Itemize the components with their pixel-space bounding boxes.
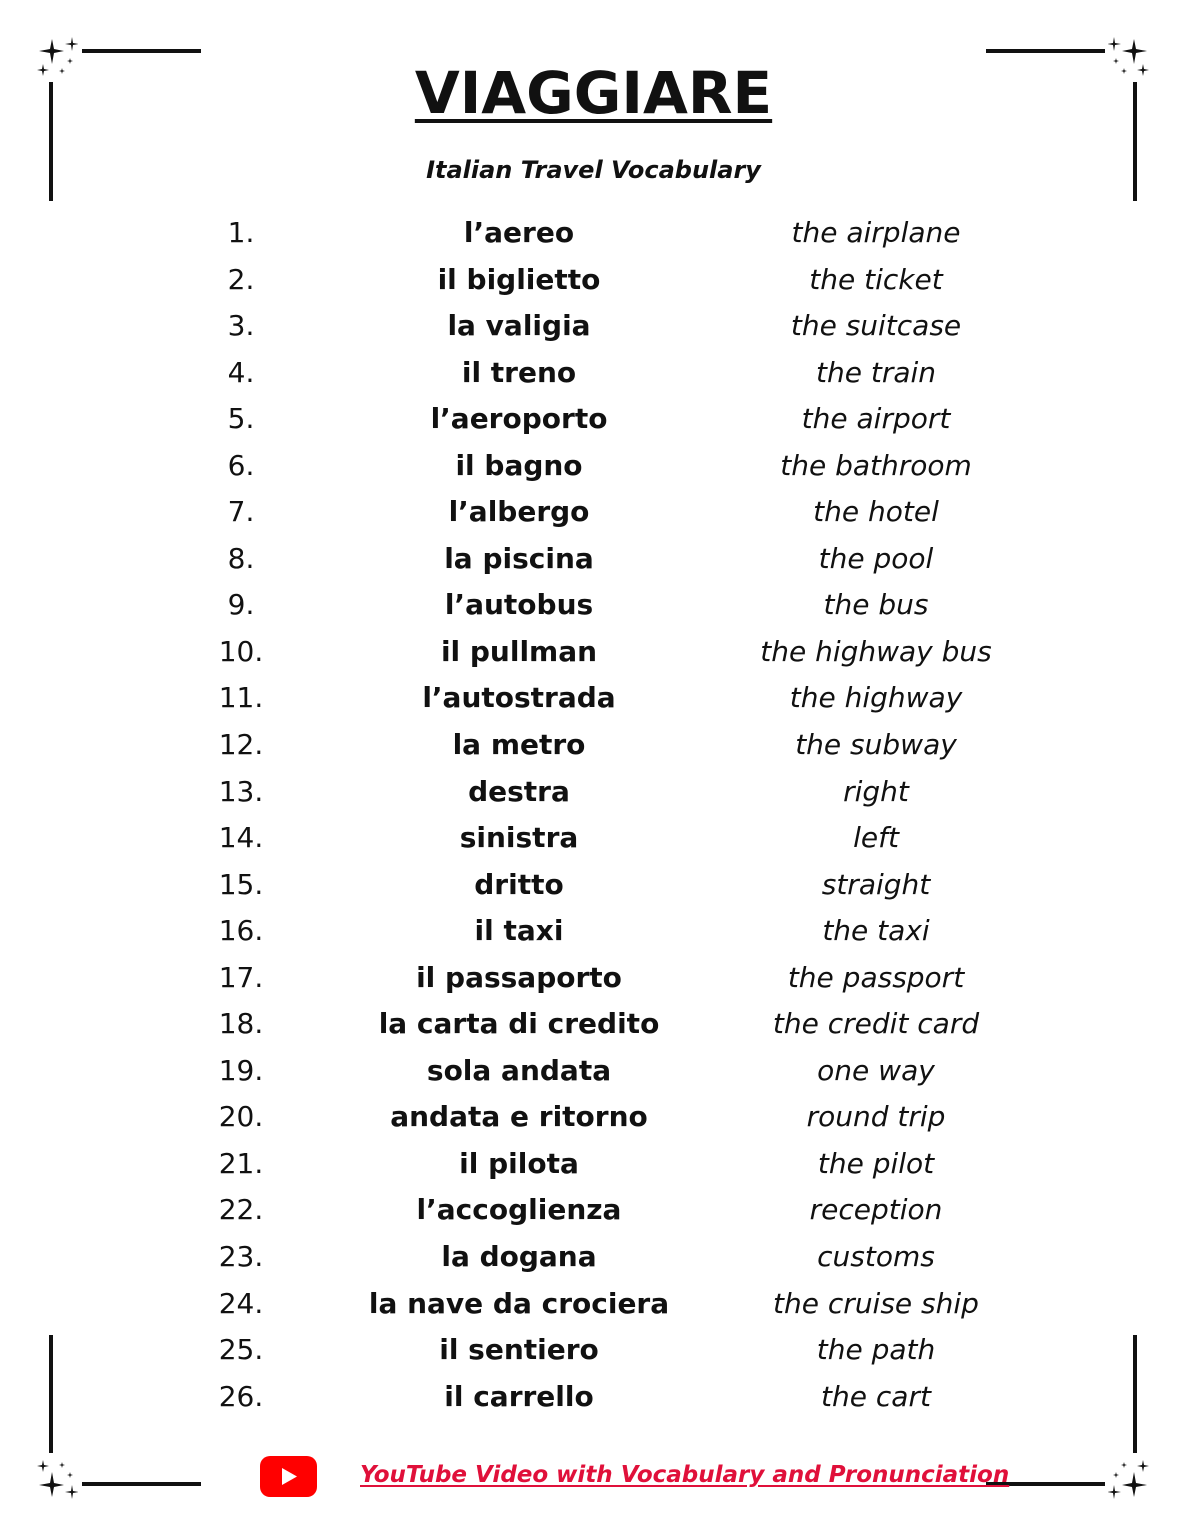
vocab-number: 26. [218, 1379, 264, 1413]
vocab-english: the subway [795, 728, 957, 762]
vocab-english: the cruise ship [773, 1286, 979, 1320]
vocab-row [0, 1374, 1187, 1421]
vocab-english: the airport [801, 402, 951, 436]
vocab-number: 9. [227, 588, 255, 622]
vocab-english: the hotel [813, 495, 939, 529]
vocab-row [0, 536, 1187, 583]
vocab-number: 18. [218, 1007, 264, 1041]
vocab-row [0, 303, 1187, 350]
vocab-english: the airplane [791, 216, 961, 249]
vocab-number: 11. [218, 681, 264, 715]
vocab-number: 22. [218, 1193, 264, 1227]
vocab-italian: la nave da crociera [368, 1286, 670, 1320]
vocab-row [0, 1141, 1187, 1188]
vocab-italian: andata e ritorno [390, 1100, 648, 1134]
vocab-row [0, 955, 1187, 1002]
vocab-italian: la piscina [444, 541, 594, 575]
vocab-number: 20. [218, 1100, 264, 1134]
vocab-italian: il taxi [474, 914, 564, 948]
vocab-italian: l’autobus [444, 588, 594, 622]
vocab-italian: sola andata [426, 1053, 612, 1087]
vocab-english: the bathroom [780, 448, 972, 482]
vocab-italian: l’accoglienza [416, 1193, 622, 1227]
page-title [0, 58, 1187, 128]
vocab-number: 6. [227, 448, 255, 482]
frame-bottom-left-horizontal [82, 1482, 201, 1486]
vocab-english: the highway [789, 681, 963, 715]
vocab-number: 16. [218, 914, 264, 948]
vocab-english: the pilot [817, 1146, 935, 1180]
vocab-row [0, 769, 1187, 816]
vocab-english: reception [809, 1193, 943, 1227]
vocab-english: the pool [818, 541, 934, 575]
vocab-row [0, 675, 1187, 722]
vocab-row [0, 722, 1187, 769]
vocab-italian: l’albergo [448, 495, 590, 529]
vocab-number: 14. [218, 821, 264, 855]
vocab-italian: dritto [474, 867, 564, 901]
vocab-number: 21. [218, 1146, 264, 1180]
vocab-row [0, 489, 1187, 536]
vocab-italian: sinistra [459, 821, 579, 855]
vocab-row [0, 1094, 1187, 1141]
vocab-row [0, 210, 1187, 257]
vocab-row [0, 257, 1187, 304]
vocab-row [0, 908, 1187, 955]
vocab-row [0, 629, 1187, 676]
vocab-number: 25. [218, 1333, 264, 1367]
vocab-english: the cart [821, 1379, 931, 1413]
vocab-number: 19. [218, 1053, 264, 1087]
vocab-italian: l’aereo [463, 216, 575, 249]
vocab-english: one way [817, 1053, 935, 1087]
vocab-italian: la valigia [447, 309, 591, 343]
youtube-video-link[interactable]: YouTube Video with Vocabulary and Pronunciation [360, 1462, 1010, 1488]
vocab-italian: il sentiero [439, 1333, 599, 1367]
vocab-english: the highway bus [760, 634, 992, 668]
vocab-row [0, 443, 1187, 490]
vocab-row [0, 1001, 1187, 1048]
vocab-number: 12. [218, 728, 264, 762]
vocab-english: the suitcase [790, 309, 962, 343]
youtube-icon[interactable] [260, 1456, 317, 1497]
vocab-number: 2. [227, 262, 255, 296]
vocab-italian: il pullman [440, 634, 598, 668]
vocab-row [0, 1281, 1187, 1328]
vocab-row [0, 1234, 1187, 1281]
vocab-english: customs [817, 1240, 935, 1274]
page-title-text: VIAGGIARE [414, 59, 773, 127]
page-subtitle: Italian Travel Vocabulary [426, 156, 761, 184]
frame-top-right-horizontal [986, 49, 1105, 53]
vocab-row [0, 1327, 1187, 1374]
vocab-number: 7. [227, 495, 255, 529]
vocab-row [0, 350, 1187, 397]
vocab-number: 13. [218, 774, 264, 808]
vocab-english: the taxi [822, 914, 930, 948]
vocab-italian: il pilota [459, 1146, 579, 1180]
vocab-english: the passport [787, 960, 965, 994]
frame-top-left-horizontal [82, 49, 201, 53]
vocab-italian: la carta di credito [378, 1007, 660, 1041]
vocab-english: straight [821, 867, 931, 901]
vocab-number: 8. [227, 541, 255, 575]
vocab-italian: il bagno [455, 448, 583, 482]
vocab-number: 23. [218, 1240, 264, 1274]
vocab-english: the credit card [772, 1007, 980, 1041]
vocab-italian: il biglietto [437, 262, 601, 296]
vocab-italian: la metro [452, 728, 586, 762]
vocab-italian: l’autostrada [422, 681, 616, 715]
vocab-english: the bus [823, 588, 929, 622]
vocab-english: left [853, 821, 899, 855]
vocab-number: 24. [218, 1286, 264, 1320]
vocab-english: the ticket [809, 262, 943, 296]
vocab-english: the path [816, 1333, 936, 1367]
vocab-row [0, 582, 1187, 629]
vocab-row [0, 862, 1187, 909]
sparkle-icon-bottom-left [34, 1458, 78, 1502]
vocab-number: 1. [227, 216, 255, 249]
vocab-english: right [843, 774, 909, 808]
vocabulary-list [0, 210, 1187, 1420]
vocab-english: the train [815, 355, 937, 389]
vocab-italian: il passaporto [416, 960, 622, 994]
vocab-italian: la dogana [441, 1240, 597, 1274]
vocab-row [0, 1048, 1187, 1095]
vocab-number: 3. [227, 309, 255, 343]
vocab-number: 17. [218, 960, 264, 994]
vocab-italian: destra [468, 774, 570, 808]
sparkle-icon-bottom-right [1108, 1458, 1152, 1502]
vocab-italian: il carrello [444, 1379, 594, 1413]
vocab-row [0, 1187, 1187, 1234]
vocab-italian: l’aeroporto [430, 402, 608, 436]
vocab-row [0, 396, 1187, 443]
vocab-italian: il treno [461, 355, 577, 389]
vocab-number: 15. [218, 867, 264, 901]
vocab-row [0, 815, 1187, 862]
vocab-number: 10. [218, 634, 264, 668]
vocab-number: 4. [227, 355, 255, 389]
vocab-number: 5. [227, 402, 255, 436]
vocab-english: round trip [806, 1100, 946, 1134]
